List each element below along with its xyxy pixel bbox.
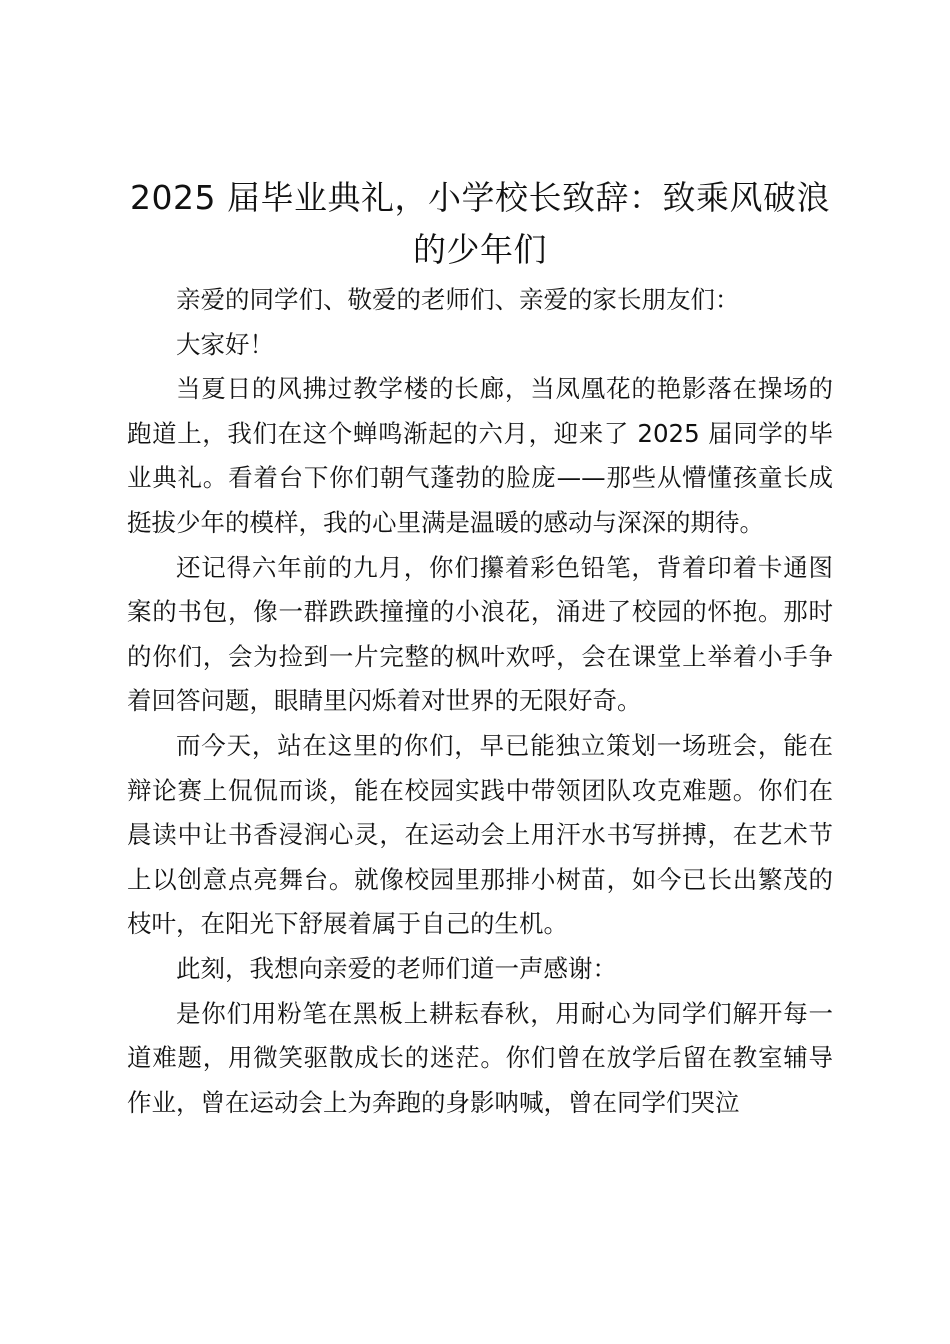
paragraph: 当夏日的风拂过教学楼的长廊，当凤凰花的艳影落在操场的跑道上，我们在这个蝉鸣渐起的六月，迎来了 2025 届同学的毕业典礼。看着台下你们朝气蓬勃的脸庞——那些从懵懂孩童长成挺拔少年的模样，我的心里满是温暖的感动与深深的期待。 (127, 374, 833, 537)
document-body (127, 278, 833, 1125)
paragraph: 还记得六年前的九月，你们攥着彩色铅笔，背着印着卡通图案的书包，像一群跌跌撞撞的小浪花，涌进了校园的怀抱。那时的你们，会为捡到一片完整的枫叶欢呼，会在课堂上举着小手争着回答问题，眼睛里闪烁着对世界的无限好奇。 (127, 552, 833, 716)
document-title: 2025 届毕业典礼，小学校长致辞：致乘风破浪的少年们 (130, 178, 830, 269)
paragraph: 此刻，我想向亲爱的老师们道一声感谢： (176, 953, 617, 983)
paragraph-greeting: 大家好！ (176, 329, 274, 359)
paragraph: 而今天，站在这里的你们，早已能独立策划一场班会，能在辩论赛上侃侃而谈，能在校园实践中带领团队攻克难题。你们在晨读中让书香浸润心灵，在运动会上用汗水书写拼搏，在艺术节上以创意点亮舞台。就像校园里那排小树苗，如今已长出繁茂的枝叶，在阳光下舒展着属于自己的生机。 (127, 730, 833, 939)
paragraph: 是你们用粉笔在黑板上耕耘春秋，用耐心为同学们解开每一道难题，用微笑驱散成长的迷茫。你们曾在放学后留在教室辅导作业，曾在运动会上为奔跑的身影呐喊，曾在同学们哭泣 (127, 998, 833, 1117)
paragraph-salutation: 亲爱的同学们、敬爱的老师们、亲爱的家长朋友们： (176, 285, 740, 314)
